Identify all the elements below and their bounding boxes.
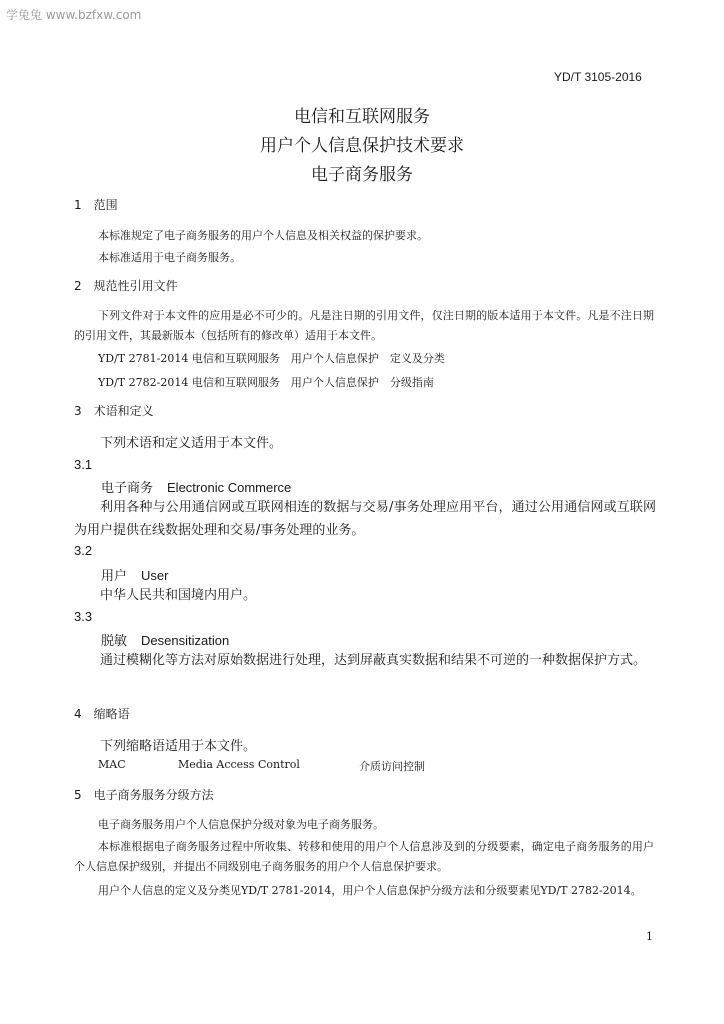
title-line-2: 用户个人信息保护技术要求 [260,136,464,156]
term-en: Desensitization [141,633,230,648]
section-1-paragraph-1: 本标准规定了电子商务服务的用户个人信息及相关权益的保护要求。 [98,229,428,242]
section-1-paragraph-2: 本标准适用于电子商务服务。 [98,251,241,264]
page-number: 1 [646,930,653,943]
section-5-paragraph-2: 本标准根据电子商务服务过程中所收集、转移和使用的用户个人信息涉及到的分级要素，确定电子商务服务的用户个人信息保护级别，并提出不同级别电子商务服务的用户个人信息保护要求。 [74,840,654,873]
title-line-1: 电信和互联网服务 [294,107,430,127]
term-number: 3.1 [74,457,93,472]
watermark: 学兔兔 www.bzfxw.com [6,8,142,22]
reference-1: YD/T 2781-2014 电信和互联网服务 用户个人信息保护 定义及分类 [98,352,445,365]
term-zh: 电子商务 [101,481,154,496]
section-5-paragraph-1: 电子商务服务用户个人信息保护分级对象为电子商务服务。 [98,818,384,831]
term-title [101,565,182,584]
term-definition: 通过模糊化等方法对原始数据进行处理，达到屏蔽真实数据和结果不可逆的一种数据保护方式。 [100,653,647,668]
document-number: YD/T 3105-2016 [554,70,642,84]
section-2-heading: 2 规范性引用文件 [74,279,178,293]
term-title [101,477,305,496]
term-number: 3.3 [74,609,93,624]
section-4-heading: 4 缩略语 [74,707,130,721]
abbreviation-zh: 介质访问控制 [359,760,425,773]
section-3-heading: 3 术语和定义 [74,404,154,418]
term-en: User [141,568,169,583]
section-5-paragraph-3: 用户个人信息的定义及分类见YD/T 2781-2014，用户个人信息保护分级方法和分级要素见YD/T 2782-2014。 [98,884,642,897]
term-en: Electronic Commerce [167,480,292,495]
title-line-3: 电子商务服务 [311,165,413,185]
section-4-intro: 下列缩略语适用于本文件。 [100,739,257,754]
section-2-intro: 下列文件对于本文件的应用是必不可少的。凡是注日期的引用文件，仅注日期的版本适用于本文件。凡是不注日期的引用文件，其最新版本（包括所有的修改单）适用于本文件。 [74,309,654,342]
term-zh: 用户 [101,569,128,584]
term-zh: 脱敏 [101,634,128,649]
term-definition: 利用各种与公用通信网或互联网相连的数据与交易/事务处理应用平台，通过公用通信网或互联网为用户提供在线数据处理和交易/事务处理的业务。 [74,500,656,538]
term-title [101,630,243,649]
section-5-heading: 5 电子商务服务分级方法 [74,788,214,802]
abbreviation-full: Media Access Control [178,758,300,771]
abbreviation-code: MAC [98,758,126,771]
term-definition: 中华人民共和国境内用户。 [100,588,257,603]
section-3-intro: 下列术语和定义适用于本文件。 [100,436,283,451]
reference-2: YD/T 2782-2014 电信和互联网服务 用户个人信息保护 分级指南 [98,376,434,389]
section-1-heading: 1 范围 [74,198,118,212]
term-number: 3.2 [74,543,93,558]
